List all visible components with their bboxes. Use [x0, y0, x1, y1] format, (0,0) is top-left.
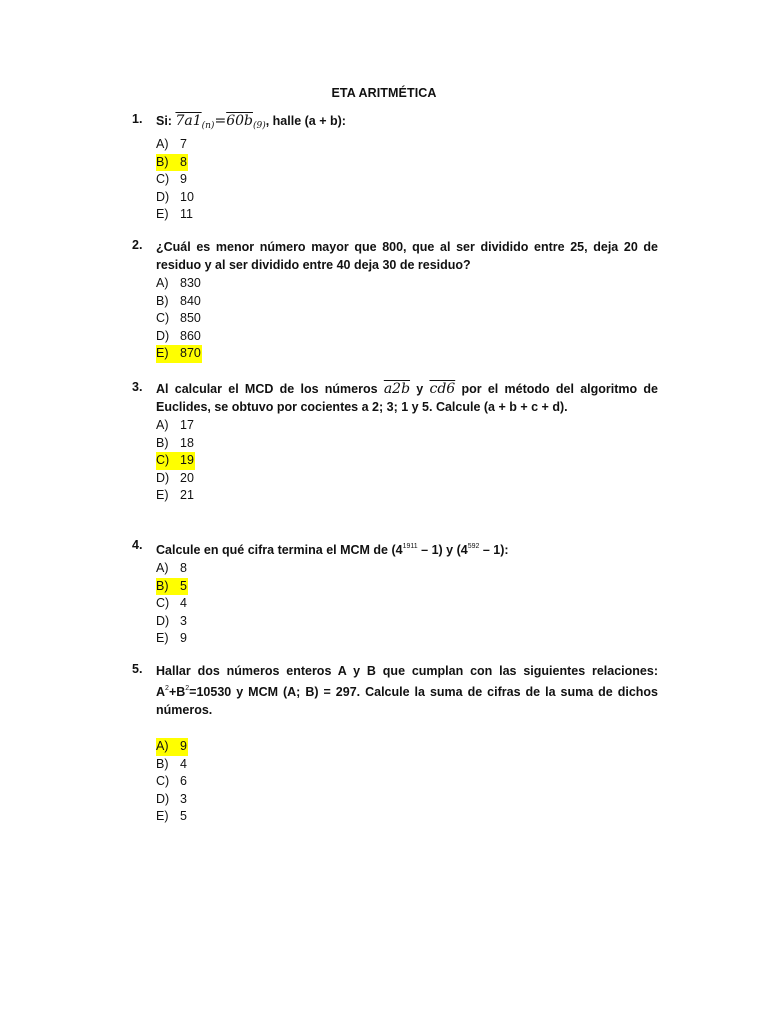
option-letter: E) — [156, 346, 169, 361]
option-inner — [156, 756, 188, 774]
option-letter: D) — [156, 613, 170, 628]
question-number: 3. — [132, 380, 143, 394]
option-value: 5 — [180, 578, 187, 593]
option-inner-highlighted — [156, 578, 188, 596]
option-letter: A) — [156, 561, 169, 575]
option-letter: C) — [156, 596, 170, 611]
question-text-a: Hallar dos números enteros A y B que cumplan con las siguientes relaciones: A — [156, 664, 658, 699]
option-inner — [156, 275, 202, 293]
option-value: 20 — [180, 470, 194, 485]
option-value: 850 — [180, 311, 201, 326]
option-a — [156, 738, 658, 756]
option-d — [156, 470, 658, 488]
question-3 — [132, 380, 658, 505]
option-c — [156, 595, 658, 613]
option-value: 840 — [180, 293, 201, 308]
option-letter: D) — [156, 470, 170, 485]
option-list — [156, 738, 658, 826]
option-inner — [156, 136, 188, 154]
exponent-square-b: 2 — [185, 685, 190, 692]
option-letter: B) — [156, 154, 169, 169]
option-value: 8 — [180, 154, 187, 169]
option-e — [156, 206, 658, 224]
option-inner-highlighted — [156, 452, 195, 470]
option-e — [156, 808, 658, 826]
question-text-a: Calcule en qué cifra termina el MCM de (4 — [156, 543, 403, 557]
option-letter: B) — [156, 578, 169, 593]
option-value: 9 — [180, 631, 187, 646]
option-inner — [156, 310, 202, 328]
option-b — [156, 435, 658, 453]
option-inner — [156, 293, 202, 311]
numeral-a2b: a2b — [383, 381, 411, 397]
option-letter: E) — [156, 631, 169, 646]
option-a — [156, 136, 658, 154]
option-value: 5 — [180, 809, 187, 824]
option-inner — [156, 470, 195, 488]
option-letter: C) — [156, 453, 170, 468]
option-e — [156, 630, 658, 648]
question-number: 1. — [132, 112, 143, 126]
question-text — [156, 662, 658, 719]
option-c — [156, 452, 658, 470]
option-value: 9 — [180, 739, 187, 753]
option-list — [156, 275, 658, 363]
question-1 — [132, 112, 658, 224]
question-number: 5. — [132, 662, 143, 676]
option-inner-highlighted — [156, 738, 188, 756]
equals-sign: = — [214, 113, 227, 129]
option-a — [156, 417, 658, 435]
option-letter: E) — [156, 488, 169, 503]
option-letter: D) — [156, 189, 170, 204]
option-inner — [156, 560, 188, 578]
option-value: 19 — [180, 453, 194, 468]
option-letter: C) — [156, 172, 170, 187]
question-number: 2. — [132, 238, 143, 252]
option-d — [156, 328, 658, 346]
option-letter: D) — [156, 791, 170, 806]
option-value: 3 — [180, 613, 187, 628]
option-letter: B) — [156, 293, 169, 308]
question-text-a: Al calcular el MCD de los números — [156, 382, 384, 396]
option-letter: E) — [156, 207, 169, 222]
option-value: 10 — [180, 189, 194, 204]
option-inner — [156, 630, 188, 648]
option-value: 17 — [180, 418, 194, 432]
question-number: 4. — [132, 538, 143, 552]
option-letter: C) — [156, 311, 170, 326]
option-a — [156, 275, 658, 293]
blank-line — [132, 719, 658, 737]
question-text-b: y — [410, 382, 430, 396]
option-letter: B) — [156, 756, 169, 771]
base-right: (9) — [252, 121, 266, 131]
option-value: 18 — [180, 435, 194, 450]
option-c — [156, 773, 658, 791]
option-letter: B) — [156, 435, 169, 450]
option-inner — [156, 613, 188, 631]
option-e — [156, 487, 658, 505]
question-4 — [132, 538, 658, 648]
exponent-1911: 1911 — [402, 543, 418, 550]
option-inner — [156, 328, 202, 346]
option-inner-highlighted — [156, 345, 202, 363]
option-value: 870 — [180, 346, 201, 361]
question-prefix: Si: — [156, 114, 176, 128]
option-inner — [156, 417, 195, 435]
option-value: 6 — [180, 774, 187, 789]
question-suffix: , halle (a + b): — [265, 114, 346, 128]
option-value: 8 — [180, 561, 187, 575]
question-2 — [132, 238, 658, 363]
base-left: (n) — [201, 121, 215, 131]
option-list — [156, 417, 658, 505]
option-list — [156, 560, 658, 648]
option-value: 9 — [180, 172, 187, 187]
question-text — [156, 538, 658, 559]
option-value: 3 — [180, 791, 187, 806]
exponent-592: 592 — [467, 543, 480, 550]
document-title: ETA ARITMÉTICA — [331, 86, 437, 100]
option-inner — [156, 808, 188, 826]
option-value: 21 — [180, 488, 194, 503]
option-inner — [156, 791, 188, 809]
option-b — [156, 578, 658, 596]
option-d — [156, 613, 658, 631]
option-d — [156, 791, 658, 809]
option-value: 11 — [180, 207, 193, 222]
option-e — [156, 345, 658, 363]
numeral-left: 7a1 — [175, 113, 202, 129]
question-text-c: =10530 y MCM (A; B) = 297. Calcule la suma de cifras de la suma de dichos números. — [156, 685, 658, 717]
question-text-c: – 1): — [479, 543, 509, 557]
option-letter: D) — [156, 328, 170, 343]
option-value: 4 — [180, 756, 187, 771]
option-inner — [156, 487, 195, 505]
option-value: 860 — [180, 328, 201, 343]
question-text-b: – 1) y (4 — [417, 543, 468, 557]
numeral-right: 60b — [226, 113, 253, 129]
option-letter: A) — [156, 739, 169, 753]
option-letter: A) — [156, 137, 169, 151]
option-list — [156, 136, 658, 224]
option-inner — [156, 435, 195, 453]
option-value: 830 — [180, 276, 201, 290]
option-inner — [156, 206, 194, 224]
option-value: 7 — [180, 137, 187, 151]
option-b — [156, 756, 658, 774]
exponent-square-a: 2 — [165, 685, 169, 692]
option-inner — [156, 171, 188, 189]
option-inner — [156, 189, 195, 207]
question-text — [156, 380, 658, 416]
option-letter: C) — [156, 774, 170, 789]
option-c — [156, 171, 658, 189]
option-b — [156, 154, 658, 172]
option-inner — [156, 773, 188, 791]
option-inner-highlighted — [156, 154, 188, 172]
option-b — [156, 293, 658, 311]
option-value: 4 — [180, 596, 187, 611]
numeral-cd6: cd6 — [429, 381, 456, 397]
option-letter: E) — [156, 809, 169, 824]
question-text: ¿Cuál es menor número mayor que 800, que al ser dividido entre 25, deja 20 de residuo y al ser dividido entre 40 deja 30 de residuo? — [156, 240, 658, 272]
option-d — [156, 189, 658, 207]
question-text — [156, 112, 658, 135]
option-letter: A) — [156, 276, 169, 290]
option-c — [156, 310, 658, 328]
option-a — [156, 560, 658, 578]
question-text-c: por el método del algoritmo de Euclides, se obtuvo por cocientes a 2; 3; 1 y 5. Calcule (a + b + c + d). — [156, 382, 658, 414]
option-inner — [156, 595, 188, 613]
question-5 — [132, 662, 658, 826]
option-letter: A) — [156, 418, 169, 432]
question-text-b: +B — [168, 685, 186, 699]
